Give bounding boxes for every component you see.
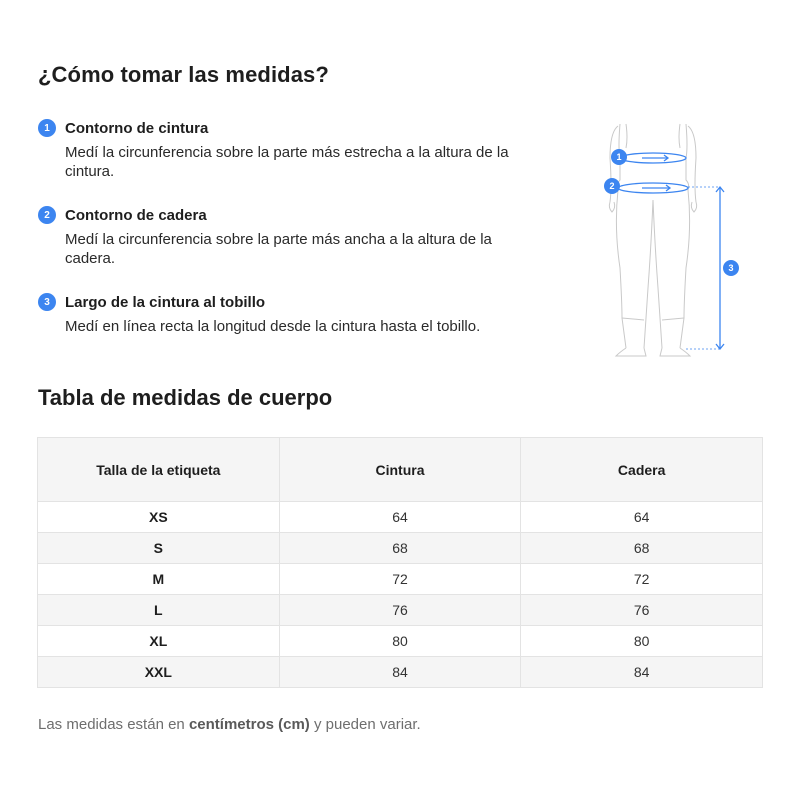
size-table: [37, 437, 763, 688]
cell-hip: 72: [521, 564, 763, 595]
cell-waist: 64: [279, 502, 521, 533]
header-waist: Cintura: [279, 438, 521, 502]
cell-size: XXL: [38, 657, 280, 688]
header-hip: Cadera: [521, 438, 763, 502]
cell-hip: 84: [521, 657, 763, 688]
body-measurement-figure: [598, 118, 748, 368]
step-title: Largo de la cintura al tobillo: [65, 293, 266, 311]
cell-hip: 80: [521, 626, 763, 657]
cell-waist: 68: [279, 533, 521, 564]
step-title: Contorno de cintura: [65, 119, 209, 137]
cell-waist: 84: [279, 657, 521, 688]
step-waist: [38, 119, 538, 181]
step-description: Medí la circunferencia sobre la parte más estrecha a la altura de la cintura.: [65, 144, 509, 180]
marker-label: 3: [728, 263, 734, 273]
cell-hip: 76: [521, 595, 763, 626]
cell-waist: 76: [279, 595, 521, 626]
cell-size: M: [38, 564, 280, 595]
units-footnote: [38, 716, 421, 733]
step-number-badge: 1: [38, 119, 56, 137]
cell-hip: 68: [521, 533, 763, 564]
cell-hip: 64: [521, 502, 763, 533]
footnote-suffix: y pueden variar.: [309, 716, 421, 733]
cell-waist: 80: [279, 626, 521, 657]
footnote-emphasis: centímetros (cm): [188, 716, 310, 733]
step-title: Contorno de cadera: [65, 206, 207, 224]
cell-size: XL: [38, 626, 280, 657]
footnote-prefix: Las medidas están en: [38, 716, 189, 733]
cell-waist: 72: [279, 564, 521, 595]
step-inseam: [38, 293, 538, 336]
step-number-badge: 2: [38, 206, 56, 224]
table-row: [38, 564, 763, 595]
table-row: [38, 533, 763, 564]
cell-size: XS: [38, 502, 280, 533]
table-title: Tabla de medidas de cuerpo: [38, 385, 333, 410]
step-hip: [38, 206, 538, 268]
step-description: Medí la circunferencia sobre la parte más ancha a la altura de la cadera.: [65, 231, 492, 267]
marker-label: 1: [616, 152, 622, 162]
table-row: [38, 626, 763, 657]
page-title: ¿Cómo tomar las medidas?: [38, 62, 329, 87]
marker-label: 2: [609, 181, 615, 191]
cell-size: S: [38, 533, 280, 564]
step-number-badge: 3: [38, 293, 56, 311]
table-header-row: [38, 438, 763, 502]
table-row: [38, 595, 763, 626]
cell-size: L: [38, 595, 280, 626]
step-description: Medí en línea recta la longitud desde la cintura hasta el tobillo.: [65, 318, 481, 335]
table-row: [38, 502, 763, 533]
header-size: Talla de la etiqueta: [38, 438, 280, 502]
table-row: [38, 657, 763, 688]
